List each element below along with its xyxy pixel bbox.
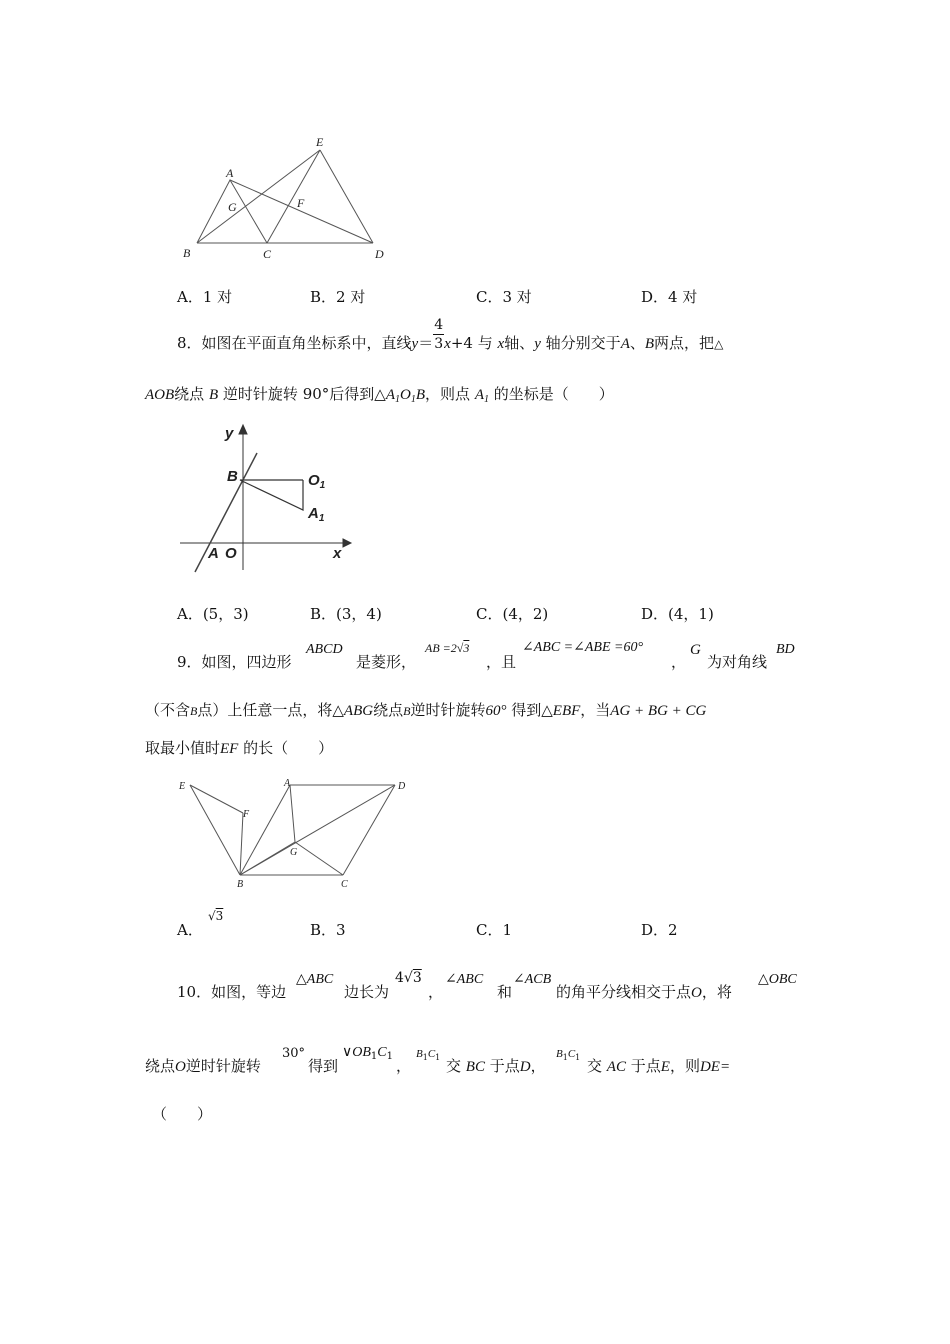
q9-label-g: G: [290, 847, 298, 858]
q9-label-a: A: [284, 778, 291, 789]
q8-axis2: 轴分别交于: [545, 334, 621, 352]
q9-option-c[interactable]: C．1: [476, 921, 513, 939]
q8-stem-line1: [177, 316, 724, 354]
q7-label-c: C: [263, 247, 272, 261]
q8-plus4: +4: [450, 334, 473, 352]
q8-l2-b: B: [208, 387, 219, 403]
q8-x-arrow: [343, 539, 351, 547]
q10-l2-b1c1: [416, 1044, 440, 1068]
q8-l2-d: ，则点: [425, 385, 471, 403]
q9-line-gc: [295, 842, 343, 875]
q9-label-d: D: [398, 781, 406, 792]
q7-label-b: B: [183, 246, 191, 260]
q7-option-d[interactable]: D．4 对: [641, 288, 698, 306]
q8-figure: [175, 420, 365, 580]
q8-frac-den: 3: [434, 335, 444, 352]
q9-figure: [175, 775, 415, 895]
q9-l2-b: B: [190, 704, 198, 718]
q9-line-fb: [240, 813, 243, 875]
q8-option-a[interactable]: A．(5，3): [177, 605, 249, 623]
q10-and: 和: [497, 983, 513, 1001]
q8-pt-a: A: [620, 336, 630, 352]
q7-label-a: A: [226, 166, 234, 180]
q10-l2-c: 得到: [308, 1057, 339, 1075]
q10-l2-tri-text: ∨OB: [342, 1045, 371, 1060]
q10-o: O: [691, 985, 702, 1001]
q9-ab-eq: AB =2√3: [425, 641, 470, 655]
q8-rotated-triangle: [240, 480, 303, 510]
q10-l2-s6: 1: [575, 1053, 581, 1062]
q8-l2-a: 绕点: [174, 385, 205, 403]
q9-l2-tri2: △EBF: [541, 703, 581, 719]
q7-label-f: F: [297, 196, 305, 210]
q9-comma-and: ，且: [486, 653, 517, 671]
q8-stem-line2: [145, 384, 614, 410]
q8-l2-bb: B: [415, 387, 426, 403]
q10-l2-g: 于点: [630, 1057, 661, 1075]
q8-l2-s2: 1: [410, 394, 416, 405]
q10-side-val: 4: [395, 970, 404, 986]
q9-ab-sqrt: 3: [463, 641, 470, 655]
q8-l2-s1: 1: [395, 394, 400, 405]
q9-is-rhombus: 是菱形，: [356, 653, 417, 671]
q8-option-c[interactable]: C．(4，2): [476, 605, 549, 623]
q8-option-b[interactable]: B．(3，4): [310, 605, 382, 623]
q8-frac-num: 4: [434, 316, 444, 333]
q8-label-b: B: [227, 468, 238, 485]
q8-l2-a1b: A: [474, 387, 484, 403]
q9-line-ag: [290, 785, 295, 842]
q9-label-e: E: [179, 781, 186, 792]
q9-l2-bb: 点）上任意一点，将: [197, 701, 333, 719]
q9-l3-a: 取最小值时: [145, 739, 221, 757]
q8-option-d[interactable]: D．(4，1): [641, 605, 714, 623]
q8-eq: ＝: [418, 334, 434, 352]
q7-label-g: G: [228, 200, 237, 214]
q10-ang1: ∠ABC: [445, 972, 484, 987]
q9-option-d[interactable]: D．2: [641, 921, 678, 939]
q10-l2-f: [587, 1056, 730, 1077]
q9-line-bg: [240, 842, 298, 875]
q10-l2-d-text: 交: [446, 1057, 462, 1075]
q8-l2-tri: △: [374, 385, 386, 403]
q10-comma: ，: [428, 983, 444, 1001]
q8-axis1: 轴、: [504, 334, 535, 352]
q8-l2-o: O: [400, 387, 411, 403]
q9-l2-c: 绕点: [373, 701, 404, 719]
q10-l2-f-text: 交: [587, 1057, 603, 1075]
q10-l2-s3: 1: [422, 1053, 428, 1062]
q10-l2-b1c1-2: [556, 1044, 580, 1068]
q9-l2-d: 逆时针旋转: [410, 701, 486, 719]
q9-option-a[interactable]: [177, 920, 203, 940]
q9-option-b[interactable]: B．3: [310, 921, 346, 939]
q10-l2-a-text: 绕点: [145, 1057, 176, 1075]
q7-label-d: D: [375, 247, 384, 261]
q9-comma2: ，: [671, 653, 687, 671]
q9-l2-tri: △ABG: [332, 703, 374, 719]
q10-l2-tri: [342, 1042, 393, 1067]
q9-line-dc: [343, 785, 395, 875]
q9-label-f: F: [243, 809, 250, 820]
q10-l2-de: DE=: [699, 1059, 731, 1075]
q10-side-sqrt: 3: [412, 970, 422, 986]
q10-answer-bracket: （ ）: [152, 1105, 213, 1123]
q10-l2-h: ，则: [669, 1057, 700, 1075]
q10-l2-ac: AC: [606, 1059, 626, 1075]
q9-option-a-sqrt: 3: [215, 909, 224, 923]
q9-bd: BD: [776, 642, 795, 657]
q9-stem-line3: [145, 738, 333, 759]
q9-line-ba: [240, 785, 290, 875]
q8-label-a1: $A_1$: [308, 505, 325, 524]
q9-number: 9．如图，四边形: [177, 653, 292, 671]
q9-label-b: B: [237, 879, 244, 890]
q10-l2-s2: 1: [386, 1051, 394, 1062]
q7-option-a[interactable]: A．1 对: [177, 288, 233, 306]
q8-y-axis: y: [534, 336, 541, 352]
q8-label-a: A: [208, 545, 219, 562]
q7-label-e: E: [316, 135, 324, 149]
q10-comma2: ，将: [701, 983, 732, 1001]
q9-l3-b: 的长（ ）: [243, 739, 334, 757]
q10-l2-30: 30°: [282, 1046, 306, 1061]
q8-l2-s3: 1: [483, 394, 489, 405]
q10-l2-pd: D: [519, 1059, 531, 1075]
q10-ang2: ∠ACB: [513, 972, 552, 987]
q8-l2-e: 的坐标是（ ）: [493, 385, 614, 403]
q10-l2-comma2: ，: [530, 1057, 546, 1075]
q8-aob: AOB: [145, 387, 175, 403]
q9-abcd: ABCD: [306, 642, 343, 657]
q9-l2-e: 得到: [511, 701, 542, 719]
q10-l2-b1: B: [416, 1048, 423, 1060]
q9-diag: 为对角线: [707, 653, 768, 671]
q8-l2-a1: A: [385, 387, 395, 403]
q10-number: 10．如图，等边: [177, 983, 287, 1001]
q10-side: 边长为: [344, 983, 390, 1001]
q9-angle-eq: ∠ABC =∠ABE =60°: [522, 640, 644, 655]
q9-label-c: C: [341, 879, 348, 890]
q10-bisect: [556, 982, 732, 1003]
q9-stem-line2: [145, 700, 706, 721]
q10-l2-s4: 1: [435, 1053, 441, 1062]
q10-l2-c1b: C: [427, 1048, 436, 1060]
q10-bisect-text: 的角平分线相交于点: [556, 983, 692, 1001]
q10-l2-a: [145, 1056, 261, 1077]
q8-tri: △: [714, 337, 724, 351]
q10-l2-s1: 1: [370, 1051, 378, 1062]
q9-option-a-value: √3: [208, 909, 224, 923]
q10-tri-abc: △ABC: [296, 972, 334, 987]
q8-y-arrow: [239, 425, 247, 434]
q9-option-a-label: A．: [177, 921, 203, 939]
q8-y: y: [411, 336, 419, 352]
q8-label-y: y: [225, 425, 234, 442]
q7-option-b[interactable]: B．2 对: [310, 288, 366, 306]
q9-l3-ef: EF: [220, 741, 239, 757]
q7-line-ce: [267, 150, 320, 243]
q8-label-o: O: [225, 545, 237, 562]
q9-l2-60: 60°: [485, 703, 507, 719]
q8-pt-b: B: [644, 336, 655, 352]
q10-l2-comma: ，: [396, 1057, 412, 1075]
q8-x: x: [444, 336, 451, 352]
q10-l2-b: 逆时针旋转: [185, 1057, 261, 1075]
q10-l2-c1: C: [377, 1045, 387, 1060]
q10-tri-obc: △OBC: [758, 972, 797, 987]
q10-l2-o: O: [175, 1059, 186, 1075]
q9-ab-text: AB =2: [425, 641, 457, 655]
q10-l2-d: [446, 1056, 546, 1077]
q8-two-pts: 两点，把: [654, 334, 715, 352]
q10-l2-pe: E: [660, 1059, 670, 1075]
q7-line-ad: [230, 180, 373, 243]
q10-l2-c1-2: C: [567, 1048, 576, 1060]
q10-l2-b1-2: B: [556, 1048, 563, 1060]
q7-line-ed: [320, 150, 373, 243]
q10-side-value: 4√3: [395, 970, 422, 986]
q8-l2-c: 逆时针旋转 90°后得到: [222, 385, 375, 403]
q10-l2-e: 于点: [489, 1057, 520, 1075]
q9-l2-expr: AG + BG + CG: [610, 703, 707, 719]
q8-fraction: [433, 316, 444, 353]
q7-figure: [175, 130, 395, 265]
q9-l2-b2: B: [403, 704, 411, 718]
q8-label-x: x: [333, 545, 342, 562]
q8-with: 与: [477, 334, 493, 352]
q10-l2-s5: 1: [562, 1053, 568, 1062]
q8-dun: 、: [629, 334, 645, 352]
q8-label-o1: $O_1$: [308, 472, 326, 491]
q7-option-c[interactable]: C．3 对: [476, 288, 532, 306]
q8-number: 8．如图在平面直角坐标系中，直线: [177, 334, 412, 352]
q9-l2-a: （不含: [145, 701, 191, 719]
q9-g: G: [690, 642, 701, 658]
q8-x-axis: x: [497, 336, 505, 352]
q9-l2-f: ，当: [580, 701, 611, 719]
q10-l2-bc: BC: [465, 1059, 485, 1075]
